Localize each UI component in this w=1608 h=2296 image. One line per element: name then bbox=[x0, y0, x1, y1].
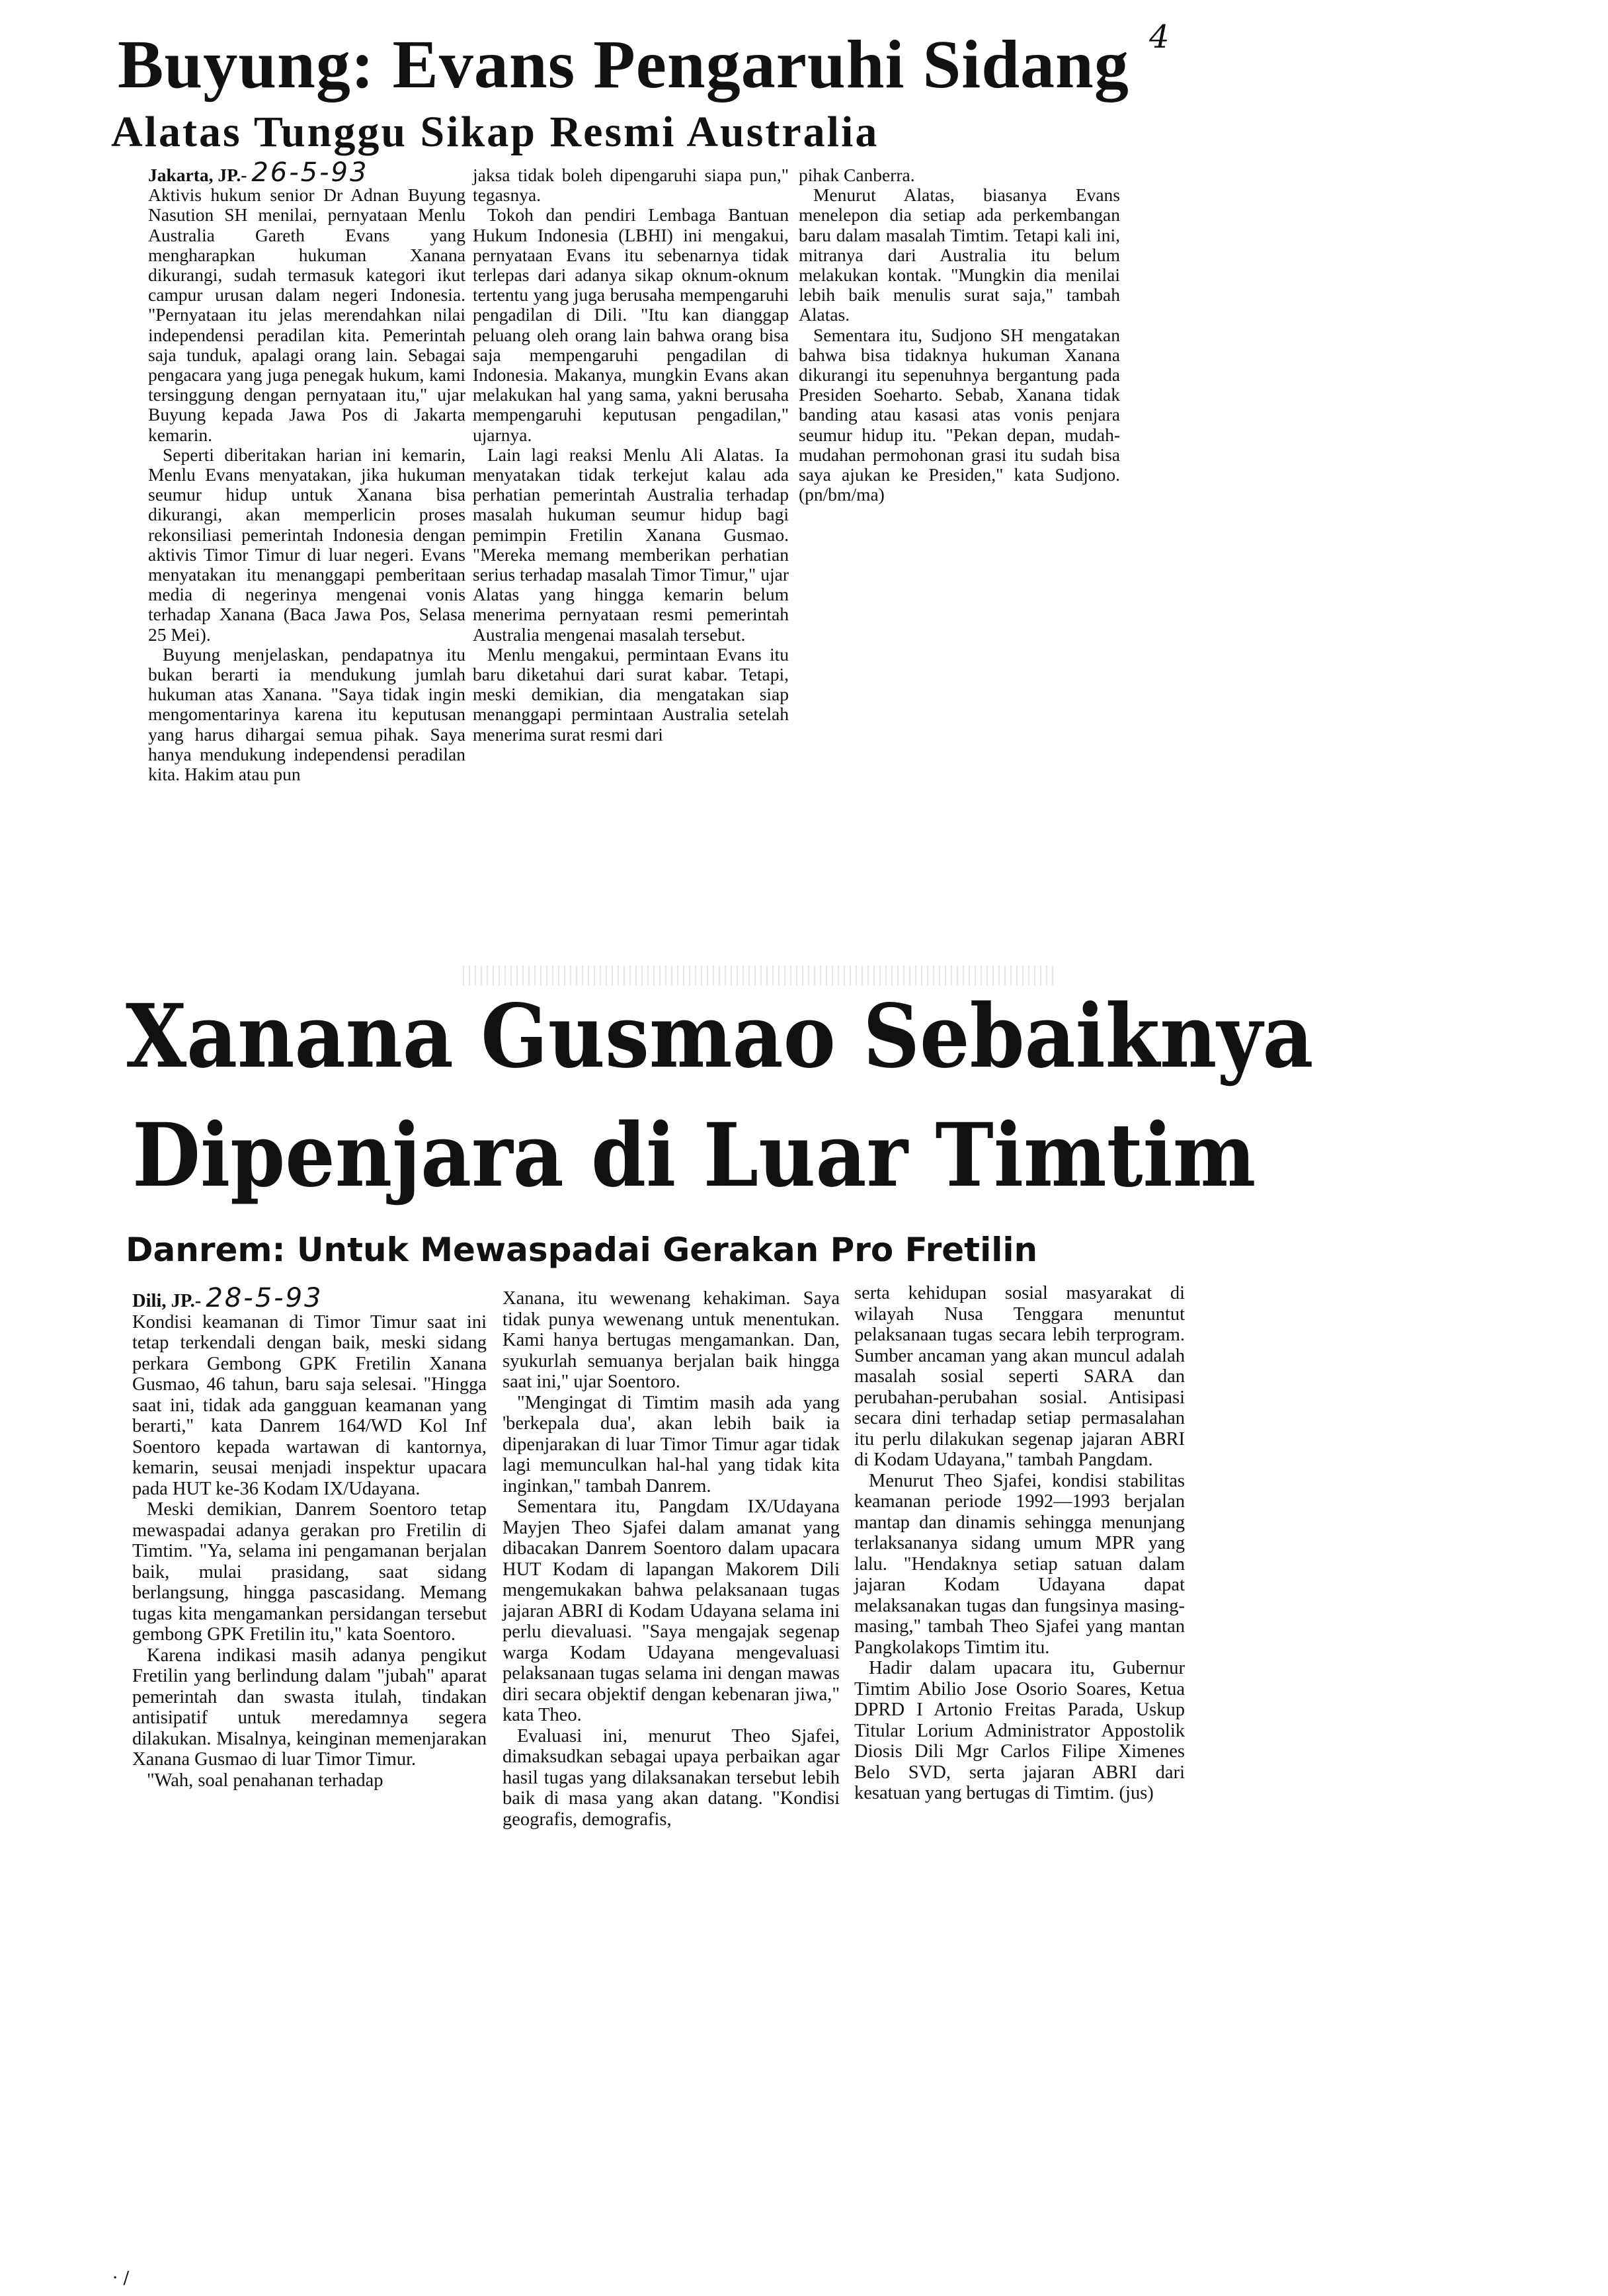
article1-paragraph: Menlu mengakui, permintaan Evans itu baru diketahui dari surat kabar. Tetapi, meski demikian, dia mengatakan siap menanggapi permintaan Australia setelah menerima surat resmi dari bbox=[473, 643, 789, 745]
article2-column-1 bbox=[132, 1283, 487, 1791]
article2-paragraph: serta kehidupan sosial masyarakat di wilayah Nusa Tenggara menuntut pelaksanaan tugas secara lebih terprogram. Sumber ancaman yang akan muncul adalah masalah sosial seperti SARA dan perubahan-perubahan sosial. Antisipasi secara dini terhadap setiap permasalahan itu perlu dilakukan segenap jajaran ABRI di Kodam Udayana," tambah Pangdam. bbox=[854, 1283, 1185, 1470]
article2-dateline: Dili, JP.- bbox=[132, 1291, 202, 1311]
article1-column-2 bbox=[473, 165, 789, 745]
article1-column-1 bbox=[148, 157, 465, 785]
article2-paragraph: Sementara itu, Pangdam IX/Udayana Mayjen Theo Sjafei dalam amanat yang dibacakan Danrem Soentoro dalam upacara HUT Kodam di lapangan Makorem Dili mengemukakan bahwa pelaksanaan tugas jajaran ABRI di Kodam Udayana selama ini perlu dievaluasi. "Saya mengajak segenap warga Kodam Udayana mengevaluasi pelaksanaan tugas selama ini dengan mawas diri secara objektif dengan kebenaran jiwa," kata Theo. bbox=[502, 1496, 840, 1725]
article1-dateline: Jakarta, JP.- bbox=[148, 165, 247, 185]
article2-handwritten-date: 28-5-93 bbox=[206, 1283, 323, 1313]
article2-paragraph: Hadir dalam upacara itu, Gubernur Timtim Abilio Jose Osorio Soares, Ketua DPRD I Artonio Freitas Parada, Uskup Titular Lorium Administrator Appostolik Diosis Dili Mgr Carlos Filipe Ximenes Belo SVD, serta jajaran ABRI dari kesatuan yang bertugas di Timtim. (jus) bbox=[854, 1658, 1185, 1803]
article2-headline-line2: Dipenjara di Luar Timtim bbox=[132, 1104, 1256, 1207]
article2-paragraph: Meski demikian, Danrem Soentoro tetap mewaspadai adanya gerakan pro Fretilin di Timtim. "Ya, selama ini pengamanan berjalan baik, mulai prasidang, saat sidang berlangsung, hingga pascasidang. Memang tugas kita mengamankan persidangan tersebut gembong GPK Fretilin itu," kata Soentoro. bbox=[132, 1499, 487, 1645]
article2-paragraph: "Wah, soal penahanan terhadap bbox=[147, 1770, 383, 1791]
article1-headline: Buyung: Evans Pengaruhi Sidang bbox=[118, 26, 1129, 102]
article2-paragraph: Kondisi keamanan di Timor Timur saat ini tetap terkendali dengan baik, meski sidang perkara Gembong GPK Fretilin Xanana Gusmao, 46 tahun, baru saja selesai. "Hingga saat ini, tidak ada gangguan keamanan yang berarti," kata Danrem 164/WD Kol Inf Soentoro kepada wartawan di kantornya, kemarin, seusai menjadi inspektur upacara pada HUT ke-36 Kodam IX/Udayana. bbox=[132, 1311, 487, 1499]
article2-column-2 bbox=[502, 1288, 840, 1830]
article2-paragraph: Menurut Theo Sjafei, kondisi stabilitas keamanan periode 1992—1993 berjalan mantap dan dinamis sehingga menunjang terlaksananya sidang umum MPR yang lalu. "Hendaknya setiap satuan dalam jajaran Kodam Udayana dapat melaksanakan tugas dan fungsinya masing-masing," tambah Theo Sjafei yang mantan Pangkolakops Timtim itu. bbox=[854, 1470, 1185, 1658]
article2-subheadline: Danrem: Untuk Mewaspadai Gerakan Pro Fretilin bbox=[126, 1231, 1038, 1269]
article1-paragraph: Buyung menjelaskan, pendapatnya itu bukan berarti ia mendukung jumlah hukuman atas Xanana. "Saya tidak ingin mengomentarinya karena itu keputusan yang harus dihargai semua pihak. Saya hanya mendukung independensi peradilan kita. Hakim atau pun bbox=[148, 643, 465, 785]
article2-paragraph: Xanana, itu wewenang kehakiman. Saya tidak punya wewenang untuk menentukan. Kami hanya bertugas mengamankan. Dan, syukurlah semuanya berjalan baik hingga saat ini," ujar Soentoro. bbox=[502, 1288, 840, 1392]
article1-paragraph: Seperti diberitakan harian ini kemarin, Menlu Evans menyatakan, jika hukuman seumur hidup untuk Xanana bisa dikurangi, akan memperlicin proses rekonsiliasi pemerintah Indonesia dengan aktivis Timor Timur di luar negeri. Evans menyatakan itu menanggapi pemberitaan media di negerinya mengenai vonis terhadap Xanana (Baca Jawa Pos, Selasa 25 Mei). bbox=[148, 444, 465, 645]
article2-paragraph: "Mengingat di Timtim masih ada yang 'berkepala dua', akan lebih baik ia dipenjarakan di luar Timor Timur agar tidak lagi memunculkan hal-hal yang tidak kita inginkan," tambah Danrem. bbox=[502, 1392, 840, 1496]
footer-mark: · / bbox=[112, 2268, 130, 2288]
page-corner-mark: 4 bbox=[1149, 19, 1170, 56]
article1-dateline-row bbox=[148, 157, 465, 188]
article2-dateline-row bbox=[132, 1283, 487, 1313]
article2-paragraph: Evaluasi ini, menurut Theo Sjafei, dimaksudkan sebagai upaya perbaikan agar hasil tugas yang dilaksanakan tersebut lebih baik di masa yang akan datang. "Kondisi geografis, demografis, bbox=[502, 1725, 840, 1830]
scan-noise-band bbox=[463, 965, 1058, 985]
article1-paragraph: Menurut Alatas, biasanya Evans menelepon dia setiap ada perkembangan baru dalam masalah Timtim. Tetapi kali ini, mitranya dari Australia itu belum melakukan kontak. "Mungkin dia menilai lebih baik menulis surat saja," tambah Alatas. bbox=[799, 184, 1120, 325]
article1-paragraph: Sementara itu, Sudjono SH mengatakan bahwa bisa tidaknya hukuman Xanana dikurangi itu sepenuhnya bergantung pada Presiden Soeharto. Sebab, Xanana tidak banding atau kasasi atas vonis penjara seumur hidup itu. "Pekan depan, mudah-mudahan permohonan grasi itu sudah bisa saya ajukan ke Presiden," kata Sudjono. (pn/bm/ma) bbox=[799, 324, 1120, 505]
article1-handwritten-date: 26-5-93 bbox=[251, 157, 369, 188]
article1-column-3 bbox=[799, 165, 1120, 505]
article2-column-3 bbox=[854, 1283, 1185, 1804]
article1-paragraph: pihak Canberra. bbox=[799, 165, 915, 185]
article1-paragraph: Tokoh dan pendiri Lembaga Bantuan Hukum Indonesia (LBHI) ini mengakui, pernyataan Evans itu sebenarnya tidak terlepas dari adanya sikap oknum-oknum tertentu yang juga berusaha mempengaruhi pengadilan di Dili. "Itu kan dianggap peluang oleh orang lain bahwa orang bisa saja mempengaruhi pengadilan di Indonesia. Makanya, mungkin Evans akan melakukan hal yang sama, yakni berusaha mempengaruhi keputusan pengadilan," ujarnya. bbox=[473, 204, 789, 445]
article1-paragraph: Aktivis hukum senior Dr Adnan Buyung Nasution SH menilai, pernyataan Menlu Australia Gareth Evans yang mengharapkan hukuman Xanana dikurangi, sudah termasuk kategori ikut campur urusan dalam negeri Indonesia. "Pernyataan itu jelas merendahkan nilai independensi peradilan kita. Pemerintah saja tunduk, apalagi orang lain. Sebagai pengacara yang juga penegak hukum, kami tersinggung dengan pernyataan itu," ujar Buyung kepada Jawa Pos di Jakarta kemarin. bbox=[148, 184, 465, 445]
article1-subheadline: Alatas Tunggu Sikap Resmi Australia bbox=[111, 108, 879, 156]
article1-paragraph: Lain lagi reaksi Menlu Ali Alatas. Ia menyatakan tidak terkejut kalau ada perhatian pemerintah Australia terhadap masalah hukuman seumur hidup bagi pemimpin Fretilin Xanana Gusmao. "Mereka memang memberikan perhatian serius terhadap masalah Timor Timur," ujar Alatas yang hingga kemarin belum menerima pernyataan resmi pemerintah Australia mengenai masalah tersebut. bbox=[473, 444, 789, 645]
article2-paragraph: Karena indikasi masih adanya pengikut Fretilin yang berlindung dalam "jubah" aparat pemerintah dan swasta itulah, tindakan antisipatif untuk meredamnya segera dilakukan. Misalnya, keinginan memenjarakan Xanana Gusmao di luar Timor Timur. bbox=[132, 1645, 487, 1770]
article1-paragraph: jaksa tidak boleh dipengaruhi siapa pun," tegasnya. bbox=[473, 165, 789, 206]
article2-headline-line1: Xanana Gusmao Sebaiknya bbox=[126, 985, 1314, 1088]
